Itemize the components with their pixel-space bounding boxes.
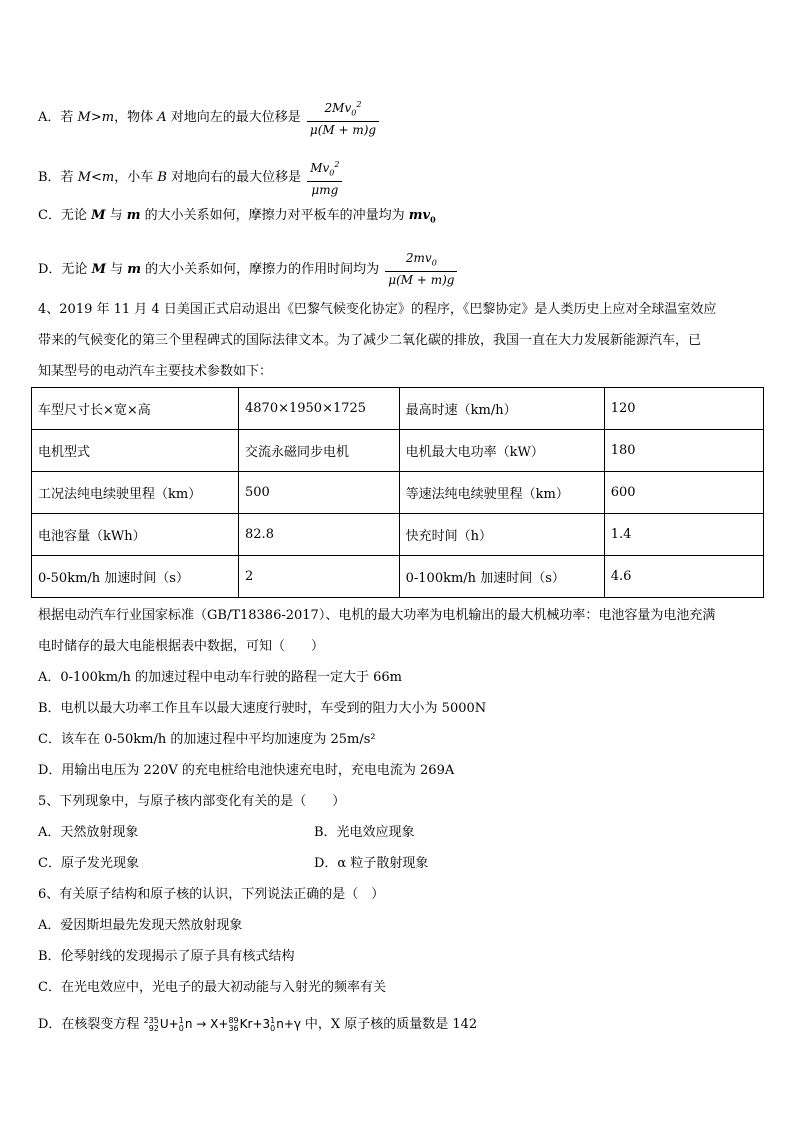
table-row	[32, 556, 764, 598]
q6-option-b: B．伦琴射线的发现揭示了原子具有核式结构	[38, 949, 295, 964]
table-cell: 电池容量（kWh）	[32, 514, 239, 556]
q5-option-c: C．原子发光现象	[38, 856, 139, 871]
q3-option-d: D．无论 M 与 m 的大小关系如何，摩擦力的作用时间均为 $\frac{2mv_0}{\mu(M + m)g}$	[38, 250, 457, 289]
table-row	[32, 472, 764, 514]
q5-option-b: B．光电效应现象	[314, 825, 415, 840]
table-cell: 4.6	[604, 556, 763, 598]
q5-option-d: D．α 粒子散射现象	[314, 856, 429, 871]
q6-stem: 6、有关原子结构和原子核的认识，下列说法正确的是（ ）	[38, 887, 385, 902]
table-cell: 电机型式	[32, 430, 239, 472]
q4-option-d: D．用输出电压为 220V 的充电桩给电池快速充电时，充电电流为 269A	[38, 763, 455, 778]
table-cell: 快充时间（h）	[399, 514, 604, 556]
table-cell: 120	[604, 388, 763, 430]
q4-after-line-1: 根据电动汽车行业国家标准（GB/T18386-2017）、电机的最大功率为电机输出的最大机械功率：电池容量为电池充满	[38, 608, 716, 623]
table-cell: 1.4	[604, 514, 763, 556]
q3-option-b: B．若 M<m，小车 B 对地向右的最大位移是 $\frac{Mv_0^2}{\text{μmg}}$	[38, 156, 342, 199]
spec-table	[31, 387, 764, 598]
table-cell: 交流永磁同步电机	[239, 430, 400, 472]
table-row	[32, 388, 764, 430]
table-cell: 82.8	[239, 514, 400, 556]
table-row	[32, 514, 764, 556]
fission-equation: 235 92 U+ 1 0 n → X+ 89 36 Kr+3 1 0 n+γ	[143, 1015, 302, 1033]
table-cell: 4870×1950×1725	[239, 388, 400, 430]
table-cell: 电机最大电功率（kW）	[399, 430, 604, 472]
table-cell: 600	[604, 472, 763, 514]
q5-option-a: A．天然放射现象	[38, 825, 139, 840]
q4-option-b: B．电机以最大功率工作且车以最大速度行驶时，车受到的阻力大小为 5000N	[38, 701, 487, 716]
table-cell: 500	[239, 472, 400, 514]
q4-option-a: A．0-100km/h 的加速过程中电动车行驶的路程一定大于 66m	[38, 670, 402, 685]
q6-option-d: D．在核裂变方程 235 92 U+ 1 0 n → X+ 89 36 Kr+3 1 0 n+γ 中，X 原子核的质量数是 142	[38, 1015, 478, 1033]
table-cell: 车型尺寸长×宽×高	[32, 388, 239, 430]
table-cell: 等速法纯电续驶里程（km）	[399, 472, 604, 514]
q5-stem: 5、下列现象中，与原子核内部变化有关的是（ ）	[38, 794, 346, 809]
q4-after-line-2: 电时储存的最大电能根据表中数据，可知（ ）	[38, 639, 325, 654]
fraction-b: $\frac{Mv_0^2}{\text{μmg}}$	[307, 156, 342, 199]
table-cell: 0-100km/h 加速时间（s）	[399, 556, 604, 598]
table-cell: 0-50km/h 加速时间（s）	[32, 556, 239, 598]
q4-stem-line-2: 带来的气候变化的第三个里程碑式的国际法律文本。为了减少二氧化碳的排放，我国一直在大力发展新能源汽车，已	[38, 333, 702, 348]
q3-option-a: A．若 M>m，物体 A 对地向左的最大位移是 $\frac{2Mv_0^2}{\mu(M + m)g}$	[38, 96, 379, 139]
q4-option-c: C．该车在 0-50km/h 的加速过程中平均加速度为 25m/s²	[38, 732, 376, 747]
fraction-a: $\frac{2Mv_0^2}{\mu(M + m)g}$	[307, 96, 379, 139]
table-cell: 工况法纯电续驶里程（km）	[32, 472, 239, 514]
table-cell: 180	[604, 430, 763, 472]
table-cell: 最高时速（km/h）	[399, 388, 604, 430]
table-row	[32, 430, 764, 472]
q6-option-a: A．爱因斯坦最先发现天然放射现象	[38, 918, 243, 933]
q3-option-c: C．无论 M 与 m 的大小关系如何，摩擦力对平板车的冲量均为 $mv_0$	[38, 208, 436, 225]
q4-stem-line-1: 4、2019 年 11 月 4 日美国正式启动退出《巴黎气候变化协定》的程序，《巴黎协定》是人类历史上应对全球温室效应	[38, 302, 717, 317]
q4-stem-line-3: 知某型号的电动汽车主要技术参数如下：	[38, 364, 273, 379]
q6-option-c: C．在光电效应中，光电子的最大初动能与入射光的频率有关	[38, 980, 386, 995]
fraction-d: $\frac{2mv_0}{\mu(M + m)g}$	[385, 250, 457, 289]
table-cell: 2	[239, 556, 400, 598]
